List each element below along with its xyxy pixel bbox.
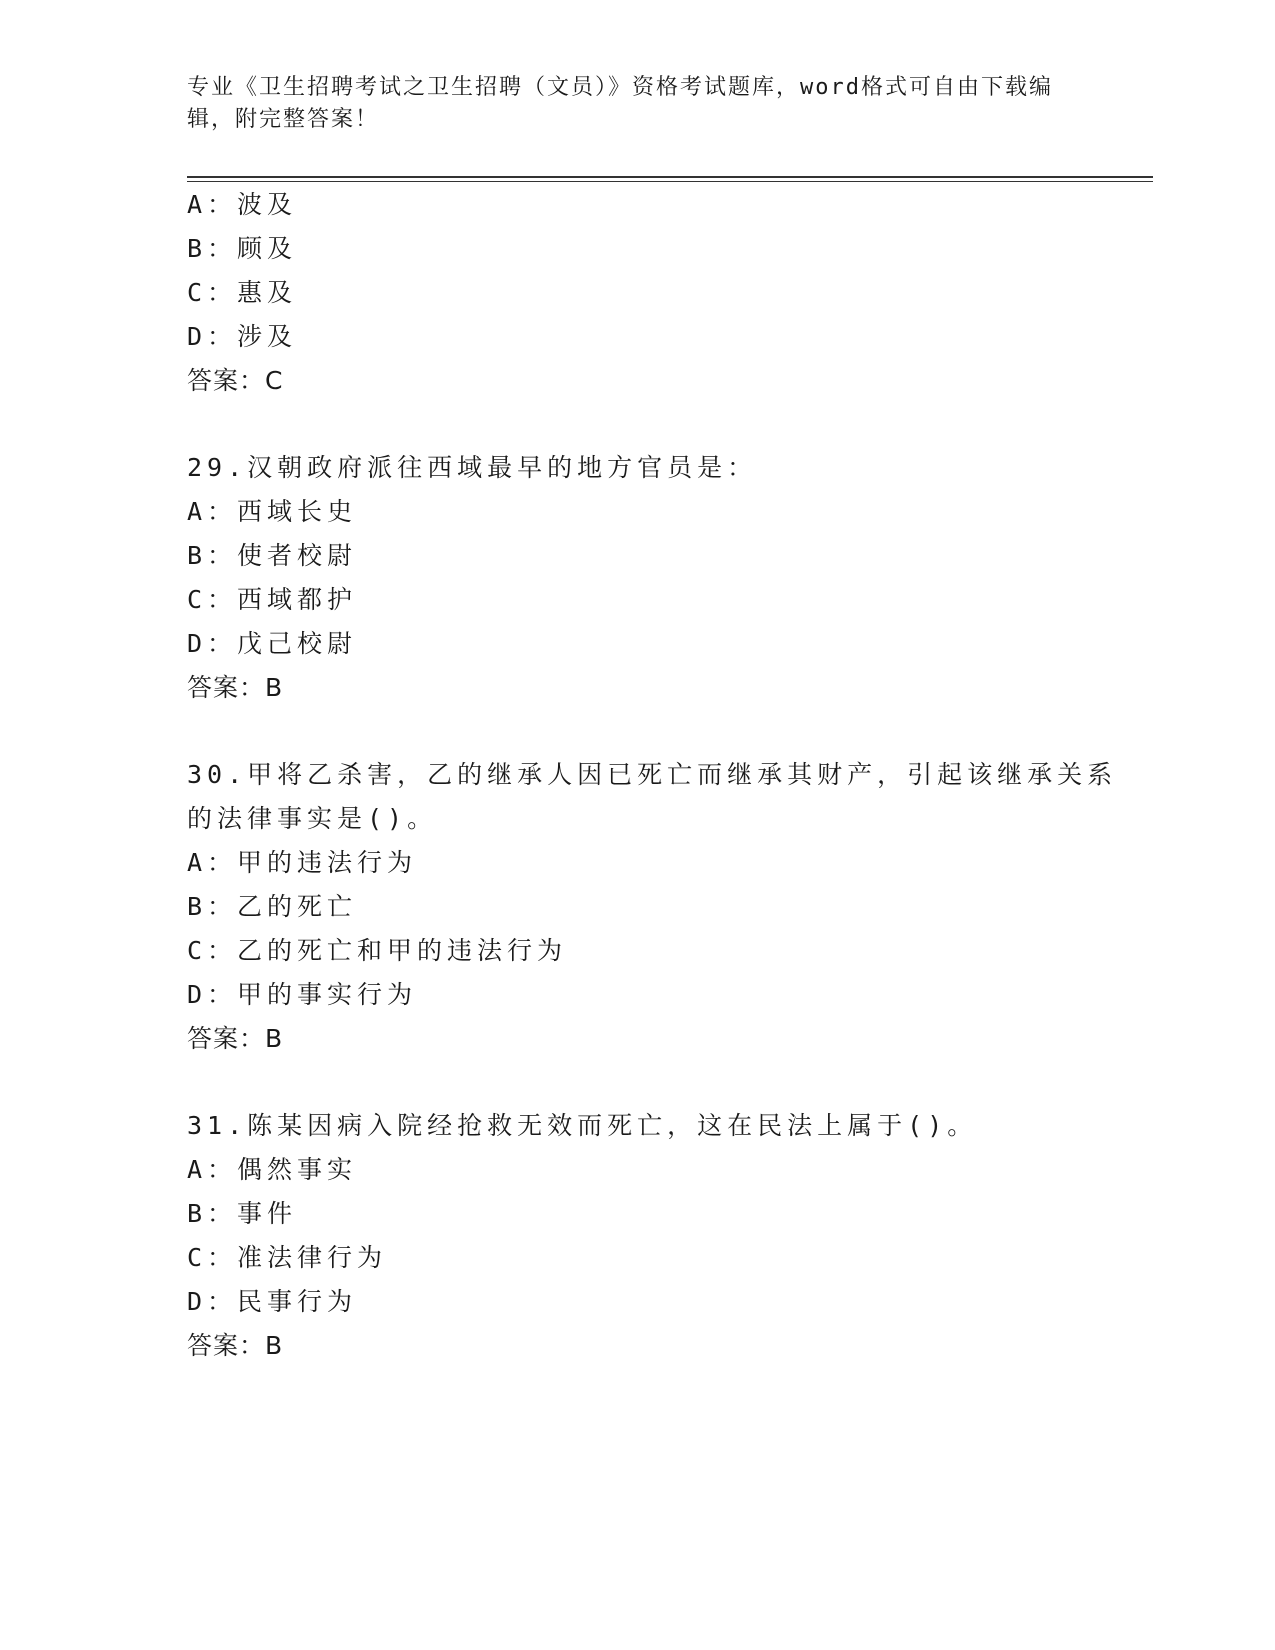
q29-option-a: A：西域长史 [187,497,358,526]
q28-answer: 答案：C [187,366,284,395]
q29-option-b: B：使者校尉 [187,541,358,570]
document-header: 专业《卫生招聘考试之卫生招聘（文员）》资格考试题库，word格式可自由下载编辑，附完整答案！ [187,75,1053,132]
q31-option-d: D：民事行为 [187,1287,358,1316]
q30-option-c: C：乙的死亡和甲的违法行为 [187,936,568,965]
q31-option-a: A：偶然事实 [187,1155,358,1184]
q31-option-b: B：事件 [187,1199,298,1228]
q30-option-a: A：甲的违法行为 [187,848,418,877]
q30-option-b: B：乙的死亡 [187,892,358,921]
q30-answer: 答案：B [187,1024,284,1053]
q30-stem-line1: 30.甲将乙杀害，乙的继承人因已死亡而继承其财产，引起该继承关系 [187,760,1118,789]
q28-option-d: D：涉及 [187,322,298,351]
q29-answer: 答案：B [187,673,284,702]
q31-answer: 答案：B [187,1331,284,1360]
q28-option-c: C：惠及 [187,278,298,307]
q31-stem: 31.陈某因病入院经抢救无效而死亡，这在民法上属于()。 [187,1111,978,1140]
q29-option-c: C：西域都护 [187,585,358,614]
q29-stem: 29.汉朝政府派往西域最早的地方官员是： [187,453,758,482]
q30-stem-line2: 的法律事实是()。 [187,804,438,833]
header-rule-top [187,176,1153,178]
header-rule-bottom [187,181,1153,182]
q29-option-d: D：戊己校尉 [187,629,358,658]
q28-option-a: A：波及 [187,190,298,219]
q28-option-b: B：顾及 [187,234,298,263]
q31-option-c: C：准法律行为 [187,1243,388,1272]
q30-option-d: D：甲的事实行为 [187,980,418,1009]
